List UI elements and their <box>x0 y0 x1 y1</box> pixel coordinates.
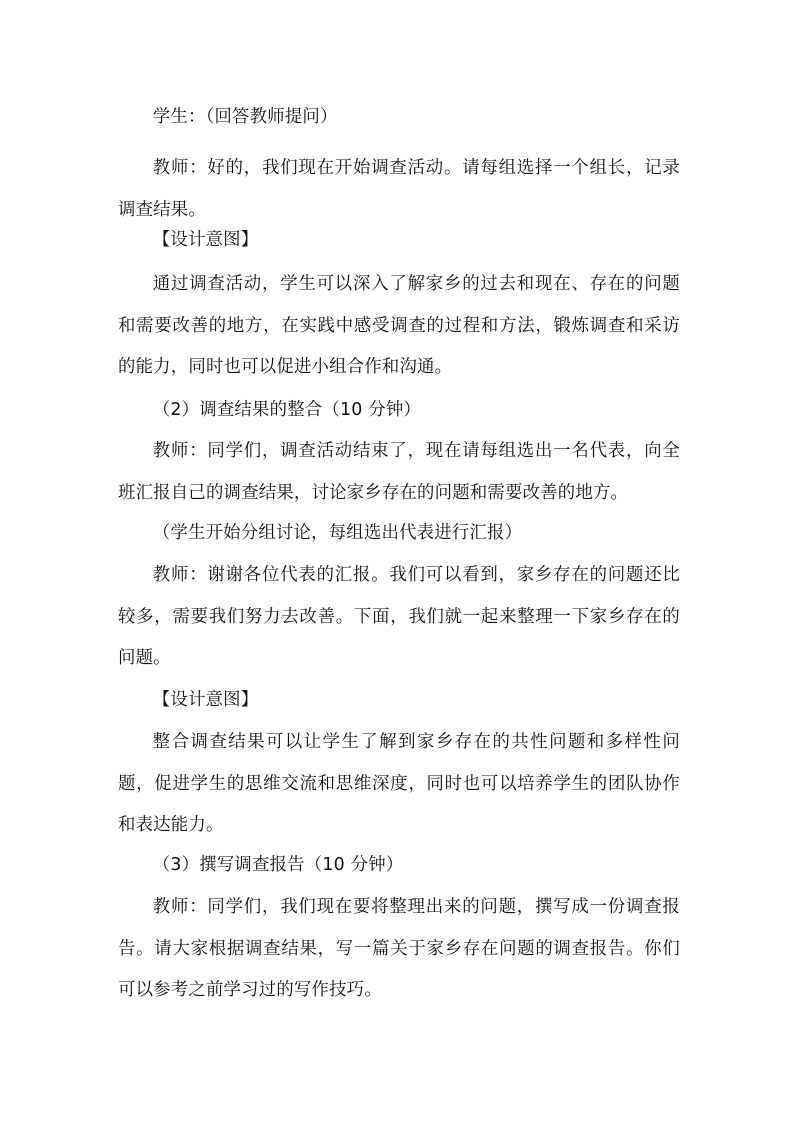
paragraph-teacher-thanks: 教师：谢谢各位代表的汇报。我们可以看到，家乡存在的问题还比较多，需要我们努力去改善。下面，我们就一起来整理一下家乡存在的问题。 <box>118 565 680 668</box>
section-heading-design-intent: 【设计意图】 <box>152 230 259 250</box>
paragraph-student-answer: 学生：（回答教师提问） <box>152 107 338 127</box>
paragraph-student-discussion: （学生开始分组讨论，每组选出代表进行汇报） <box>152 523 523 543</box>
section-heading-design-intent-2: 【设计意图】 <box>152 690 259 710</box>
paragraph-teacher-write-report: 教师：同学们，我们现在要将整理出来的问题，撰写成一份调查报告。请大家根据调查结果，写一篇关于家乡存在问题的调查报告。你们可以参考之前学习过的写作技巧。 <box>118 897 680 1000</box>
subheading-write-report: （3）撰写调查报告（10 分钟） <box>152 855 404 875</box>
paragraph-survey-intent: 通过调查活动，学生可以深入了解家乡的过去和现在、存在的问题和需要改善的地方，在实践中感受调查的过程和方法，锻炼调查和采访的能力，同时也可以促进小组合作和沟通。 <box>118 274 680 377</box>
paragraph-integration-intent: 整合调查结果可以让学生了解到家乡存在的共性问题和多样性问题，促进学生的思维交流和思维深度，同时也可以培养学生的团队协作和表达能力。 <box>118 732 680 835</box>
paragraph-teacher-start-survey: 教师：好的，我们现在开始调查活动。请每组选择一个组长，记录调查结果。 <box>118 158 680 220</box>
subheading-survey-results: （2）调查结果的整合（10 分钟） <box>152 400 421 420</box>
paragraph-teacher-report: 教师：同学们，调查活动结束了，现在请每组选出一名代表，向全班汇报自己的调查结果，讨论家乡存在的问题和需要改善的地方。 <box>118 441 680 503</box>
